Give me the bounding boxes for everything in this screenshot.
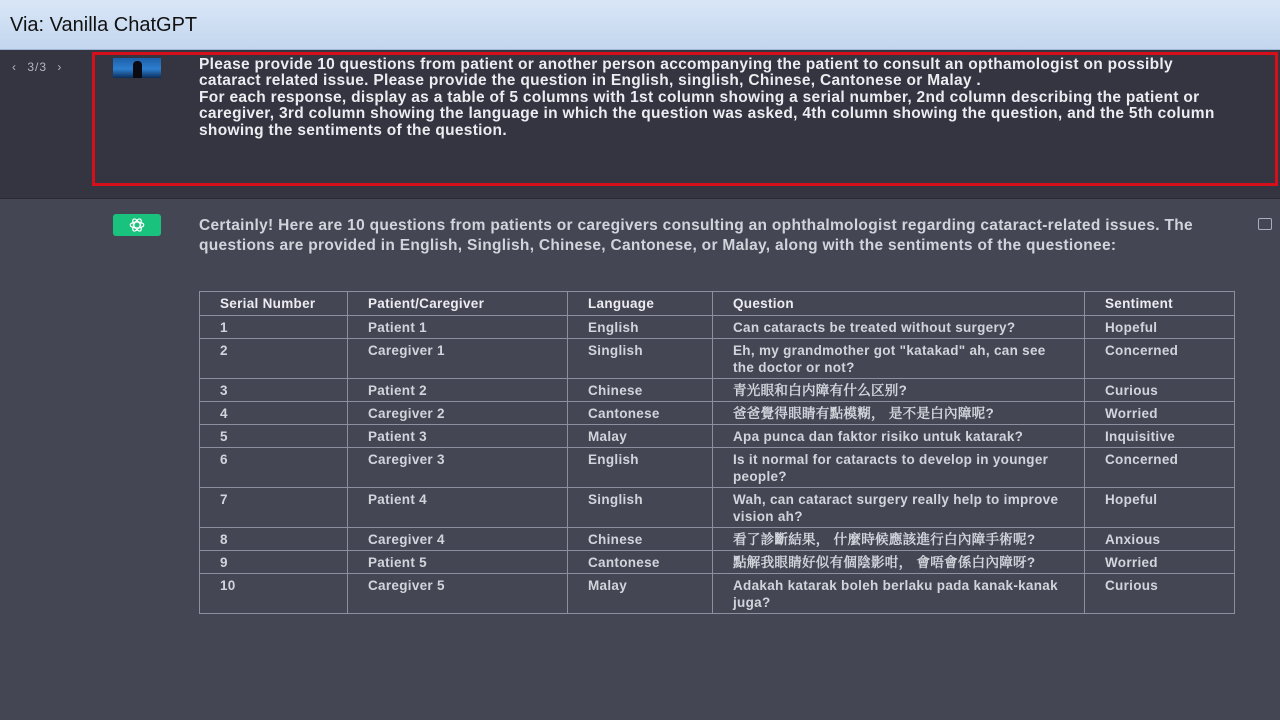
- cell-language: Cantonese: [568, 551, 713, 574]
- cell-serial-number: 4: [200, 402, 348, 425]
- prompt-text: [199, 57, 1229, 139]
- window-title: Via: Vanilla ChatGPT: [10, 14, 198, 36]
- cell-sentiment: Hopeful: [1085, 488, 1235, 528]
- cell-sentiment: Concerned: [1085, 339, 1235, 379]
- cell-question: 爸爸覺得眼睛有點模糊， 是不是白內障呢?: [713, 402, 1085, 425]
- cell-question: 看了診斷結果， 什麼時候應該進行白內障手術呢?: [713, 528, 1085, 551]
- cell-language: Malay: [568, 425, 713, 448]
- answer-intro: Certainly! Here are 10 questions from patients or caregivers consulting an ophthalmologist regarding cataract-related issues. The questions are provided in English, Singlish, Chinese, Cantonese, or Malay, along with the sentiments of the questionee:: [199, 217, 1193, 254]
- cell-sentiment: Curious: [1085, 379, 1235, 402]
- cell-question: Apa punca dan faktor risiko untuk katarak?: [713, 425, 1085, 448]
- cell-language: Singlish: [568, 488, 713, 528]
- copy-icon[interactable]: [1258, 218, 1272, 230]
- cell-sentiment: Concerned: [1085, 448, 1235, 488]
- cell-serial-number: 8: [200, 528, 348, 551]
- cell-language: Chinese: [568, 379, 713, 402]
- cell-language: Malay: [568, 574, 713, 614]
- cell-sentiment: Anxious: [1085, 528, 1235, 551]
- header-language: Language: [568, 292, 713, 316]
- cell-serial-number: 1: [200, 316, 348, 339]
- cell-serial-number: 6: [200, 448, 348, 488]
- cell-serial-number: 9: [200, 551, 348, 574]
- table-row: [200, 528, 1235, 551]
- cell-patient-caregiver: Patient 3: [348, 425, 568, 448]
- header-question: Question: [713, 292, 1085, 316]
- cell-question: Can cataracts be treated without surgery?: [713, 316, 1085, 339]
- cell-patient-caregiver: Caregiver 3: [348, 448, 568, 488]
- cell-patient-caregiver: Patient 4: [348, 488, 568, 528]
- table-body: [200, 316, 1235, 614]
- cell-sentiment: Worried: [1085, 402, 1235, 425]
- prompt-paragraph: For each response, display as a table of 5 columns with 1st column showing a serial number, 2nd column describing the patient or caregiver, 3rd column showing the language in which the question was asked, 4th column showing the question, and the 5th column showing the sentiments of the question.: [199, 88, 1215, 139]
- table-header-row: [200, 292, 1235, 316]
- cell-question: Adakah katarak boleh berlaku pada kanak-kanak juga?: [713, 574, 1085, 614]
- openai-logo-icon: [113, 214, 161, 236]
- cell-question: 點解我眼睛好似有個陰影咁， 會唔會係白內障呀?: [713, 551, 1085, 574]
- cell-serial-number: 5: [200, 425, 348, 448]
- prompt-paragraph: Please provide 10 questions from patient or another person accompanying the patient to consult an opthamologist on possibly cataract related issue. Please provide the question in English, singlish, Chinese, Cantonese or Malay .: [199, 56, 1173, 90]
- assistant-message: [0, 199, 1280, 720]
- questions-table: [199, 291, 1235, 614]
- cell-patient-caregiver: Caregiver 4: [348, 528, 568, 551]
- user-message: [0, 50, 1280, 199]
- cell-sentiment: Curious: [1085, 574, 1235, 614]
- header-sentiment: Sentiment: [1085, 292, 1235, 316]
- pager-label: 3/3: [27, 60, 48, 74]
- pager-prev-button[interactable]: ‹: [12, 60, 17, 74]
- cell-language: Chinese: [568, 528, 713, 551]
- header-serial-number: Serial Number: [200, 292, 348, 316]
- header-patient-caregiver: Patient/Caregiver: [348, 292, 568, 316]
- cell-question: 青光眼和白内障有什么区别?: [713, 379, 1085, 402]
- cell-sentiment: Inquisitive: [1085, 425, 1235, 448]
- cell-patient-caregiver: Patient 1: [348, 316, 568, 339]
- cell-serial-number: 7: [200, 488, 348, 528]
- table-row: [200, 448, 1235, 488]
- response-pager: [12, 60, 68, 74]
- table-row: [200, 402, 1235, 425]
- table-row: [200, 574, 1235, 614]
- cell-sentiment: Worried: [1085, 551, 1235, 574]
- cell-language: English: [568, 316, 713, 339]
- cell-question: Wah, can cataract surgery really help to improve vision ah?: [713, 488, 1085, 528]
- pager-next-button[interactable]: ›: [57, 60, 63, 74]
- cell-serial-number: 10: [200, 574, 348, 614]
- cell-language: Cantonese: [568, 402, 713, 425]
- cell-language: English: [568, 448, 713, 488]
- table-row: [200, 316, 1235, 339]
- table-row: [200, 339, 1235, 379]
- cell-language: Singlish: [568, 339, 713, 379]
- table-row: [200, 551, 1235, 574]
- cell-patient-caregiver: Caregiver 1: [348, 339, 568, 379]
- cell-patient-caregiver: Caregiver 5: [348, 574, 568, 614]
- window-title-bar: [0, 0, 1280, 50]
- cell-patient-caregiver: Caregiver 2: [348, 402, 568, 425]
- cell-question: Eh, my grandmother got "katakad" ah, can see the doctor or not?: [713, 339, 1085, 379]
- cell-patient-caregiver: Patient 2: [348, 379, 568, 402]
- cell-serial-number: 2: [200, 339, 348, 379]
- cell-patient-caregiver: Patient 5: [348, 551, 568, 574]
- table-row: [200, 379, 1235, 402]
- table-row: [200, 488, 1235, 528]
- cell-question: Is it normal for cataracts to develop in younger people?: [713, 448, 1085, 488]
- cell-serial-number: 3: [200, 379, 348, 402]
- cell-sentiment: Hopeful: [1085, 316, 1235, 339]
- table-row: [200, 425, 1235, 448]
